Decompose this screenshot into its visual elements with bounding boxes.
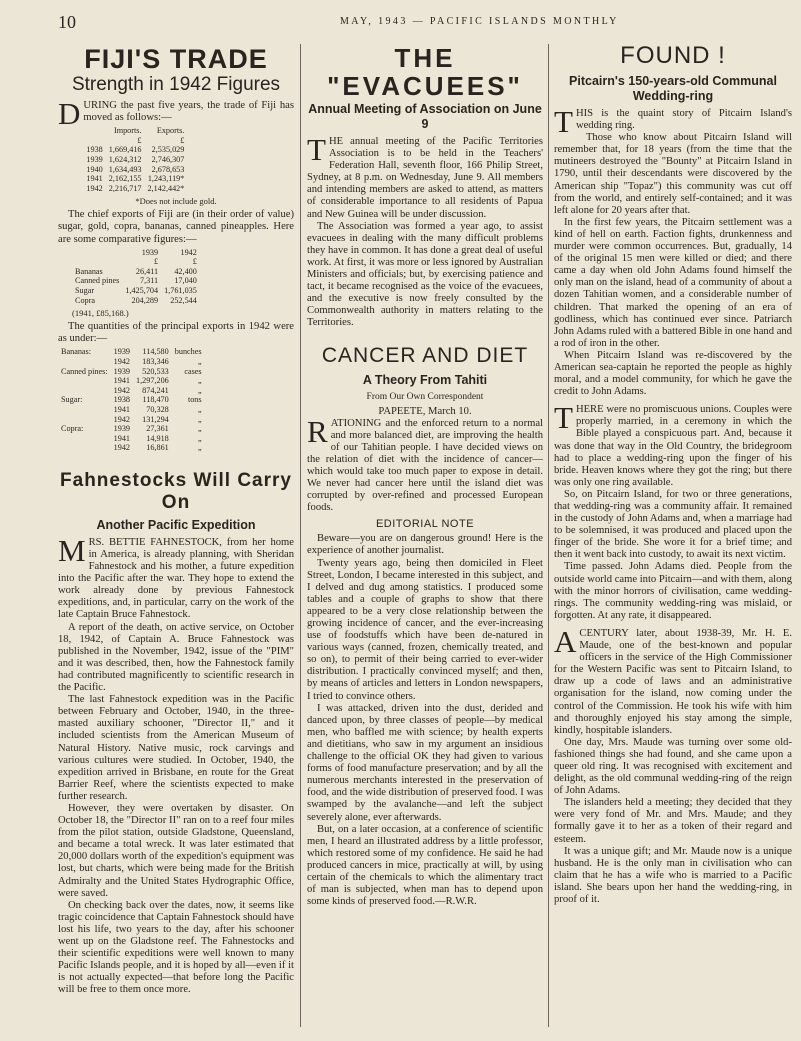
column-middle bbox=[307, 42, 543, 1031]
paragraph: So, on Pitcairn Island, for two or three generations, that wedding-ring was a community affair. It remained in the custody of John Adams and, when a marriage had to be solemnised, it was produced and placed upon the finger of the bride. She wore it for a brief time; and then it went back into custody, to await its next victim. bbox=[554, 488, 792, 561]
paragraph: The Association was formed a year ago, to assist evacuees in dealing with the many difficult problems they have in common. It has done a great deal of useful work. At first, it was more or less ignored by Australian Ministers and officials; but, by exercising patience and tact, it became recognised as the voice of the evacuees, and the executive is now freely consulted by the Commonwealth authority in matters relating to the Territories. bbox=[307, 220, 543, 329]
table-cell: Copra bbox=[75, 295, 96, 305]
table-cell: „ bbox=[197, 424, 202, 434]
table-cell: 16,861 bbox=[146, 443, 169, 453]
table-cell: „ bbox=[197, 414, 202, 424]
table-header bbox=[83, 126, 187, 136]
found-body bbox=[554, 104, 792, 906]
table-cell bbox=[58, 415, 111, 425]
fahnestock-body bbox=[58, 532, 294, 997]
paragraph: I was attacked, driven into the dust, derided and danced upon, by three classes of people—by medical men, who baffled me with science; by health experts and dietitians, who saw in my argument an insidious challenge to the official OK they had given to various forms of food manufacture preservation; and by all the numerous merchants interested in the preservation of food, and the wide distribution of preserved food. I was swamped by the avalanche—and left the subject severely alone, ever afterwards. bbox=[307, 702, 543, 823]
fiji-intro: DURING the past five years, the trade of Fiji has moved as follows:— bbox=[58, 96, 294, 131]
table-row bbox=[58, 347, 205, 357]
table-row bbox=[58, 415, 205, 425]
paragraph: However, they were overtaken by disaster. On October 18, the "Director II" ran on to a reef four miles from the pilot station, outside Gladstone, Queensland, and became a total wreck. It was later estimated that 20,000 dollars worth of the expedition's equipment was lost, but charts, which were being made for the British Admiralty and the United States Hydrographic Office, were saved. bbox=[58, 802, 294, 899]
table-cell: 27,361 bbox=[146, 424, 169, 434]
table-cell: 2,678,653 bbox=[151, 164, 185, 174]
table-units bbox=[72, 257, 200, 267]
table-cell: Copra: bbox=[61, 424, 84, 434]
table-cell bbox=[72, 257, 122, 267]
column-right bbox=[554, 42, 792, 1031]
table-cell: 1938 bbox=[86, 145, 103, 155]
table-cell bbox=[58, 357, 111, 367]
trade-note: *Does not include gold. bbox=[135, 196, 217, 207]
table-header bbox=[72, 248, 200, 258]
table-cell: 1942 bbox=[180, 247, 197, 257]
table-cell: £ bbox=[180, 135, 185, 145]
table-cell: 2,746,307 bbox=[151, 154, 185, 164]
table-row bbox=[58, 424, 205, 434]
paragraph: When Pitcairn Island was re-discovered by the American sea-captain he reported the people as highly moral, and a model community, for which he gave the credit to John Adams. bbox=[554, 349, 792, 398]
fiji-para: The chief exports of Fiji are (in their order of value) sugar, gold, copra, bananas, canned pineapples. Here are some comparative figures:— bbox=[58, 209, 294, 245]
fiji-subtitle: Strength in 1942 Figures bbox=[71, 74, 281, 95]
table-cell: cases bbox=[184, 366, 202, 376]
cancer-title: CANCER AND DIET bbox=[321, 343, 529, 367]
table-row bbox=[58, 443, 205, 453]
table-cell: 26,411 bbox=[135, 266, 159, 276]
table-cell: 1,243,119* bbox=[147, 174, 185, 184]
paragraph: But, on a later occasion, at a conference of scientific men, I heard an illustrated address by a little professor, which restored some of my confidence. He said he had produced cancers in mice, practically at will, by using certain of the chemicals to which the alimentary tract of man is subjected, when man has to depend upon some kinds of preserved food.—R.W.R. bbox=[307, 823, 543, 908]
paragraph: On checking back over the dates, now, it seems like tragic coincidence that Captain Fahnestock should have lost his life, two years to the day, after his schooner went up on the Gladstone reef. The Fahnestocks and their scientific expeditions were well known to many Pacific Islands people, and it is hoped by all—even if it is not actually expected—that before long the Pacific will be free to them once more. bbox=[58, 899, 294, 996]
table-cell: 1941 bbox=[113, 376, 130, 386]
table-cell: Sugar bbox=[75, 286, 95, 295]
fiji-title: FIJI'S TRADE bbox=[84, 44, 268, 74]
table-cell: 1,297,206 bbox=[136, 376, 169, 386]
table-units bbox=[83, 136, 187, 146]
table-cell: 114,580 bbox=[142, 347, 169, 357]
table-cell: 118,470 bbox=[142, 395, 169, 405]
column-left bbox=[58, 42, 294, 1031]
table-cell: 1941 bbox=[113, 433, 130, 443]
table-cell: Canned pines: bbox=[61, 366, 108, 376]
table-cell: 1942 bbox=[113, 356, 130, 366]
table-cell: £ bbox=[192, 257, 197, 267]
table-cell: 1,634,493 bbox=[108, 164, 142, 174]
table-row bbox=[83, 184, 187, 194]
table-cell: 183,346 bbox=[142, 356, 169, 366]
table-cell: 1,669,416 bbox=[108, 145, 142, 155]
table-cell: „ bbox=[197, 356, 202, 366]
table-cell: 874,241 bbox=[142, 385, 169, 395]
table-cell: Bananas: bbox=[61, 347, 92, 357]
evacuees-title: THE "EVACUEES" bbox=[327, 43, 523, 101]
table-cell bbox=[83, 126, 105, 136]
table-cell: 1942 bbox=[113, 385, 130, 395]
paragraph: The last Fahnestock expedition was in the Pacific between February and October, 1940, in the three-masted auxiliary schooner, "Director II," and it included scientists from the American Museum of Natural History. Native music, rock carvings and various cultures were studied. In October, 1940, the expedition arrived in Brisbane, en route for the Great Barrier Reef, where the scientists expected to make further research. bbox=[58, 694, 294, 802]
table-cell: 520,533 bbox=[142, 366, 169, 376]
table-cell: 70,328 bbox=[146, 404, 169, 414]
table-row bbox=[72, 296, 200, 306]
table-cell: 252,544 bbox=[170, 295, 197, 305]
table-cell: 2,535,029 bbox=[151, 145, 185, 155]
table-row bbox=[58, 376, 205, 386]
table-cell: 1,624,312 bbox=[108, 154, 142, 164]
table-row bbox=[72, 276, 200, 286]
fahnestock-title: Fahnestocks Will Carry On bbox=[60, 469, 292, 513]
paragraph: Time passed. John Adams died. People from the outside world came into Pitcairn—and with them, along with the minor horrors of civilisation, came wedding-rings. The community wedding-ring was mislaid, or forgotten. At any rate, it disappeared. bbox=[554, 561, 792, 621]
table-cell: 1941 bbox=[86, 174, 103, 184]
table-cell bbox=[58, 405, 111, 415]
table-cell: £ bbox=[137, 135, 142, 145]
found-title: FOUND ! bbox=[620, 42, 726, 69]
table-cell bbox=[58, 434, 111, 444]
fiji-para: The quantities of the principal exports in 1942 were as under:— bbox=[58, 321, 294, 345]
table-cell: 1942 bbox=[113, 443, 130, 453]
cancer-byline: From Our Own Correspondent bbox=[366, 391, 484, 402]
table-cell: 1939 bbox=[141, 247, 159, 257]
paragraph: THERE were no promiscuous unions. Couples were properly married, in a ceremony in which the Bible played a conspicuous part. And, because it was done that way in the Old Country, the bridegroom had to place a wedding-ring upon the finger of his bride. Heaven knows where they got the ring; but there was only one ring available. bbox=[554, 400, 792, 488]
table-cell bbox=[58, 443, 111, 453]
exports-note: (1941, £85,168.) bbox=[72, 308, 129, 319]
table-cell: tons bbox=[187, 395, 202, 405]
table-cell: „ bbox=[197, 385, 202, 395]
table-cell: 1939 bbox=[113, 424, 130, 434]
paragraph: It was a unique gift; and Mr. Maude now is a unique husband. He is the only man in civilisation who can claim that he has a wife who is married to a Pacific island. She bears upon her hand the wedding-ring, in proof of it. bbox=[554, 845, 792, 905]
table-cell: 1942 bbox=[113, 414, 130, 424]
paragraph: The islanders held a meeting; they decided that they were very fond of Mr. and Mrs. Maude; and they formally gave it to her as a token of their regard and esteem. bbox=[554, 797, 792, 845]
table-cell: bunches bbox=[174, 347, 202, 357]
table-cell: 131,294 bbox=[142, 414, 169, 424]
table-row bbox=[58, 357, 205, 367]
cancer-subtitle: A Theory From Tahiti bbox=[362, 372, 488, 387]
table-cell: Canned pines bbox=[75, 276, 120, 286]
column-rule bbox=[548, 44, 549, 1027]
table-cell: 1941 bbox=[113, 404, 130, 414]
table-cell: £ bbox=[154, 257, 159, 267]
table-row bbox=[58, 405, 205, 415]
table-cell: 1939 bbox=[113, 347, 130, 357]
table-cell bbox=[58, 376, 111, 386]
table-row bbox=[58, 367, 205, 377]
table-cell: 1940 bbox=[86, 164, 103, 174]
table-cell: 1939 bbox=[113, 366, 130, 376]
exports-table bbox=[72, 248, 200, 306]
paragraph: Beware—you are on dangerous ground! Here is the experience of another journalist. bbox=[307, 533, 543, 557]
paragraph: ACENTURY later, about 1938-39, Mr. H. E. Maude, one of the best-known and popular officers in the service of the High Commissioner for the Western Pacific was sent to Pitcairn Island, to draw up a code of laws and an administrative organisation for the island, now coming under the control of the Commission. He took his wife with him and thoroughly enjoyed his stay among the simple, kindly, hospitable islanders. bbox=[554, 623, 792, 736]
table-cell: 1938 bbox=[113, 395, 130, 405]
table-row bbox=[58, 386, 205, 396]
table-row bbox=[72, 267, 200, 277]
table-cell: 2,142,442* bbox=[147, 183, 185, 193]
editorial-heading: EDITORIAL NOTE bbox=[375, 518, 475, 531]
paragraph: A report of the death, on active service, on October 18, 1942, of Captain A. Bruce Fahnestock was published in the November, 1942, issue of the "PIM" and it was described, then, how the Fahnestock family had contributed magnificently to scientific research in the Pacific. bbox=[58, 621, 294, 694]
running-head: MAY, 1943 — PACIFIC ISLANDS MONTHLY bbox=[340, 16, 619, 27]
paragraph: Those who know about Pitcairn Island will remember that, for 18 years (from the time that the mutineers destroyed the "Bounty" at Pitcairn Island in 1790, until their descendants were discovered by the American ship "Topaz") this community was cut off from the world, and entirely self-contained; and it was left alone for 20 years after that. bbox=[554, 132, 792, 216]
table-cell: 1,425,704 bbox=[125, 286, 159, 295]
table-row bbox=[58, 434, 205, 444]
table-cell: 2,162,155 bbox=[108, 174, 142, 184]
table-cell: 2,216,717 bbox=[108, 183, 142, 193]
table-cell bbox=[83, 136, 105, 146]
table-cell: 42,400 bbox=[174, 266, 197, 276]
table-row bbox=[83, 155, 187, 165]
cancer-body bbox=[307, 533, 543, 908]
paragraph: One day, Mrs. Maude was turning over some old-fashioned things she had found, and she came upon a queer old ring. It was recognised with excitement and delight, as the old communal wedding-ring of the reign of John Adams. bbox=[554, 736, 792, 797]
cancer-dateline: PAPEETE, March 10. bbox=[378, 405, 472, 417]
table-row bbox=[83, 145, 187, 155]
table-cell: „ bbox=[197, 404, 202, 414]
table-cell: Exports. bbox=[156, 126, 185, 136]
trade-table bbox=[83, 126, 187, 193]
table-cell: Imports. bbox=[113, 126, 142, 136]
table-cell: 1,761,035 bbox=[164, 286, 197, 295]
quantities-table bbox=[58, 347, 205, 453]
table-row bbox=[83, 165, 187, 175]
table-cell: Bananas bbox=[75, 266, 103, 276]
page-number: 10 bbox=[58, 12, 76, 32]
fahnestock-subtitle: Another Pacific Expedition bbox=[96, 517, 256, 532]
table-cell: Sugar: bbox=[61, 395, 83, 405]
paragraph: THIS is the quaint story of Pitcairn Island's wedding ring. bbox=[554, 104, 792, 139]
table-cell: 14,918 bbox=[146, 433, 169, 443]
table-cell: „ bbox=[197, 433, 202, 443]
found-subtitle: Pitcairn's 150-years-old Communal Wedding-ring bbox=[569, 74, 777, 103]
paragraph: In the first few years, the Pitcairn settlement was a kind of hell on earth. Faction fights, drunkenness and murder were common occurrences. But, gradually, 14 of the original 15 men were killed or died; and there came a day when old John Adams found himself the only man on the island, head of a community of about a dozen Tahitian women, and a considerable number of children. That marked the opening of an era of godliness, which has continued ever since. Patriarch John Adams ruled with a battered Bible in one hand and a rod of iron in the other. bbox=[554, 216, 792, 349]
table-cell: 1939 bbox=[86, 154, 103, 164]
column-rule bbox=[300, 44, 301, 1027]
table-cell: 1942 bbox=[86, 183, 103, 193]
table-row bbox=[72, 286, 200, 296]
table-cell: „ bbox=[197, 443, 202, 453]
paragraph: THE annual meeting of the Pacific Territories Association is to be held in the Teachers' Federation Hall, seventh floor, 166 Philip Street, Sydney, at 8 p.m. on Wednesday, June 9. All members and intending members are asked to attend, as matters of considerable importance to all residents of Papua and New Guinea will be under discussion. bbox=[307, 132, 543, 220]
table-row bbox=[83, 174, 187, 184]
table-row bbox=[58, 395, 205, 405]
table-cell bbox=[72, 248, 122, 258]
cancer-lead: RATIONING and the enforced return to a normal and more balanced diet, are improving the health of our Tahitian people. I have decided views on the relation of diet with the incidence of cancer—which would take too much paper to expose in detail. We never had cancer here until the island diet was corrupted by over-refined and processed European foods. bbox=[307, 413, 543, 514]
table-cell: „ bbox=[197, 376, 202, 386]
evacuees-subtitle: Annual Meeting of Association on June 9 bbox=[308, 102, 542, 131]
table-cell: 17,040 bbox=[174, 276, 197, 286]
table-cell: 7,311 bbox=[139, 276, 159, 286]
table-cell: 204,289 bbox=[131, 295, 159, 305]
paragraph: MRS. BETTIE FAHNESTOCK, from her home in America, is already planning, with Sheridan Fahnestock and his mother, a future expedition into the Pacific after the war. They hope to extend the work already done by previous Fahnestock expeditions, and, in particular, carry on the work of the late Captain Bruce Fahnestock. bbox=[58, 532, 294, 621]
evacuees-body bbox=[307, 132, 543, 330]
paragraph: Twenty years ago, being then domiciled in Fleet Street, London, I became interested in this subject, and I delved and dug among statistics. I produced some tables and a couple of graphs to show that there appeared to be a very close relationship between the growing incidence of cancer, and the ever-increasing use of foodstuffs which have been de-natured in various ways (canned, frozen, chemically treated, and so on), to permit of their being carried to ever-wider distribution. I practically convinced myself; and then, by means of articles and letters in London newspapers, I tried to convince others. bbox=[307, 557, 543, 702]
table-cell bbox=[58, 386, 111, 396]
